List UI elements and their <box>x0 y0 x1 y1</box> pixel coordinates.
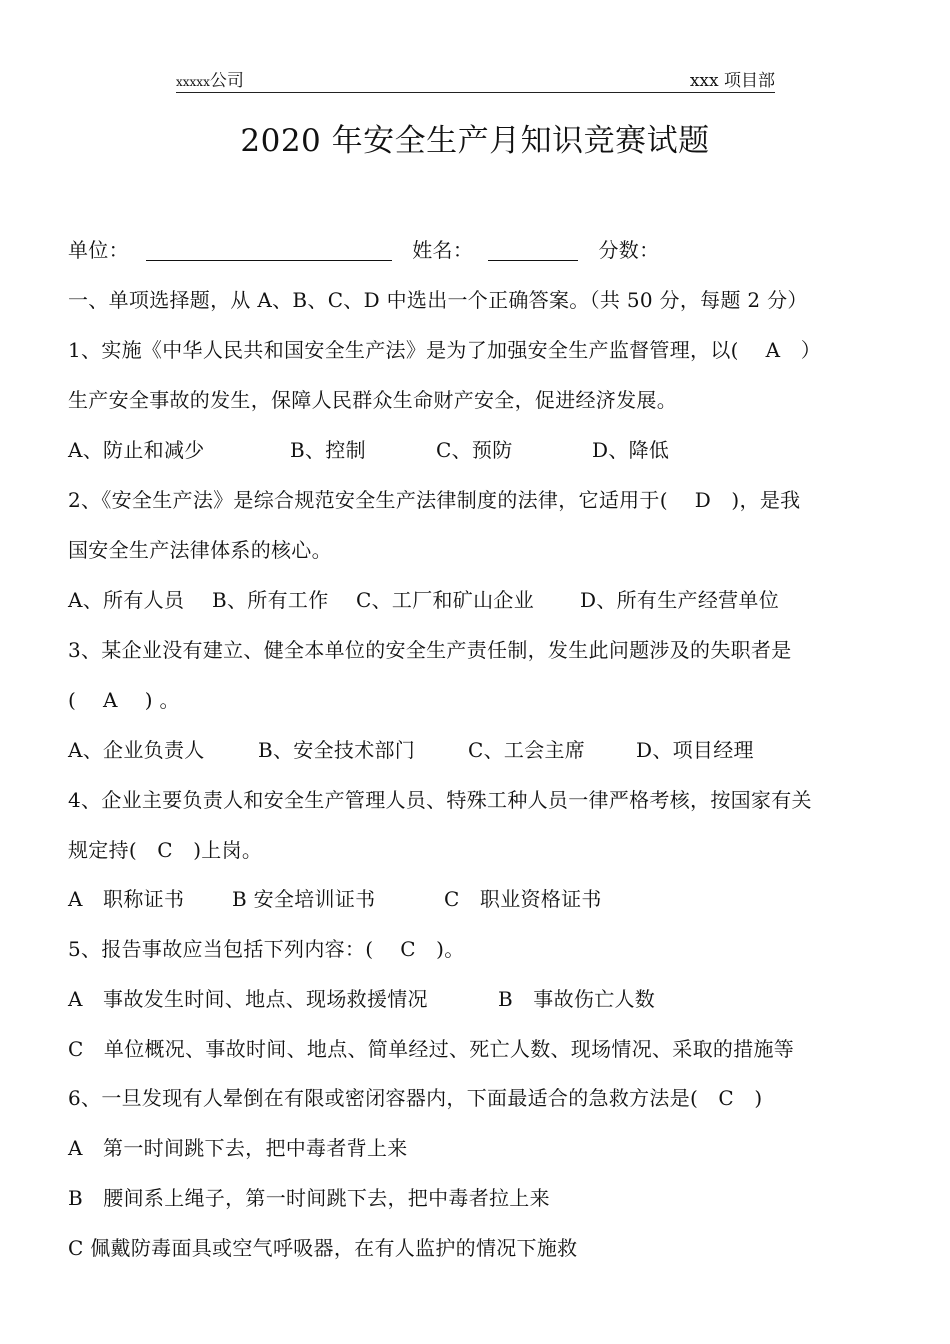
option: C 职业资格证书 <box>444 887 602 911</box>
question-6-option-a: A 第一时间跳下去，把中毒者背上来 <box>68 1136 408 1160</box>
option: D、项目经理 <box>636 738 754 762</box>
name-label: 姓名： <box>412 238 474 262</box>
option: B、安全技术部门 <box>258 738 416 762</box>
question-4-text: 4、企业主要负责人和安全生产管理人员、特殊工种人员一律严格考核，按国家有关 <box>68 788 812 812</box>
question-6-option-c: C 佩戴防毒面具或空气呼吸器，在有人监护的情况下施救 <box>68 1236 578 1260</box>
question-5-text: 5、报告事故应当包括下列内容：( C )。 <box>68 937 465 961</box>
option: C、工会主席 <box>468 738 586 762</box>
question-3-text-cont: ( A ) 。 <box>68 688 180 712</box>
question-5-options <box>68 983 655 1012</box>
option: B、所有工作 <box>212 588 329 612</box>
question-4-text-cont: 规定持( C )上岗。 <box>68 838 263 862</box>
page-header <box>176 66 775 93</box>
option: D、所有生产经营单位 <box>580 588 780 612</box>
question-6-text: 6、一旦发现有人晕倒在有限或密闭容器内，下面最适合的急救方法是( C ) <box>68 1086 763 1110</box>
name-blank <box>488 240 578 261</box>
unit-label: 单位： <box>68 238 129 262</box>
question-3-options <box>68 734 754 763</box>
option: C、预防 <box>436 438 513 462</box>
section-heading: 一、单项选择题，从 A、B、C、D 中选出一个正确答案。（共 50 分，每题 2 分） <box>68 288 808 312</box>
option: B 安全培训证书 <box>232 887 376 911</box>
info-form-row <box>68 234 659 263</box>
header-department: xxx 项目部 <box>689 71 775 91</box>
option: A、所有人员 <box>68 588 185 612</box>
question-4-options <box>68 883 602 912</box>
option: C、工厂和矿山企业 <box>356 588 535 612</box>
option: A 事故发生时间、地点、现场救援情况 <box>68 987 428 1011</box>
question-3-text: 3、某企业没有建立、健全本单位的安全生产责任制，发生此问题涉及的失职者是 <box>68 638 792 662</box>
option: A 职称证书 <box>68 887 185 911</box>
option: B、控制 <box>290 438 366 462</box>
option: D、降低 <box>592 438 670 462</box>
question-2-text-cont: 国安全生产法律体系的核心。 <box>68 538 332 562</box>
unit-blank <box>146 240 392 261</box>
question-6-option-b: B 腰间系上绳子，第一时间跳下去，把中毒者拉上来 <box>68 1186 550 1210</box>
header-company: xxxxx公司 <box>176 71 244 91</box>
question-1-text: 1、实施《中华人民共和国安全生产法》是为了加强安全生产监督管理，以( A ） <box>68 338 822 362</box>
document-title: 2020 年安全生产月知识竞赛试题 <box>240 123 710 159</box>
question-2-options <box>68 584 779 613</box>
question-1-options <box>68 434 669 463</box>
question-2-text: 2、《安全生产法》是综合规范安全生产法律制度的法律，它适用于( D )，是我 <box>68 488 801 512</box>
option: B 事故伤亡人数 <box>498 987 656 1011</box>
question-1-text-cont: 生产安全事故的发生，保障人民群众生命财产安全，促进经济发展。 <box>68 388 677 412</box>
option: A、防止和减少 <box>68 438 205 462</box>
option: A、企业负责人 <box>68 738 205 762</box>
question-5-option-c: C 单位概况、事故时间、地点、简单经过、死亡人数、现场情况、采取的措施等 <box>68 1037 795 1061</box>
score-label: 分数： <box>598 238 660 262</box>
